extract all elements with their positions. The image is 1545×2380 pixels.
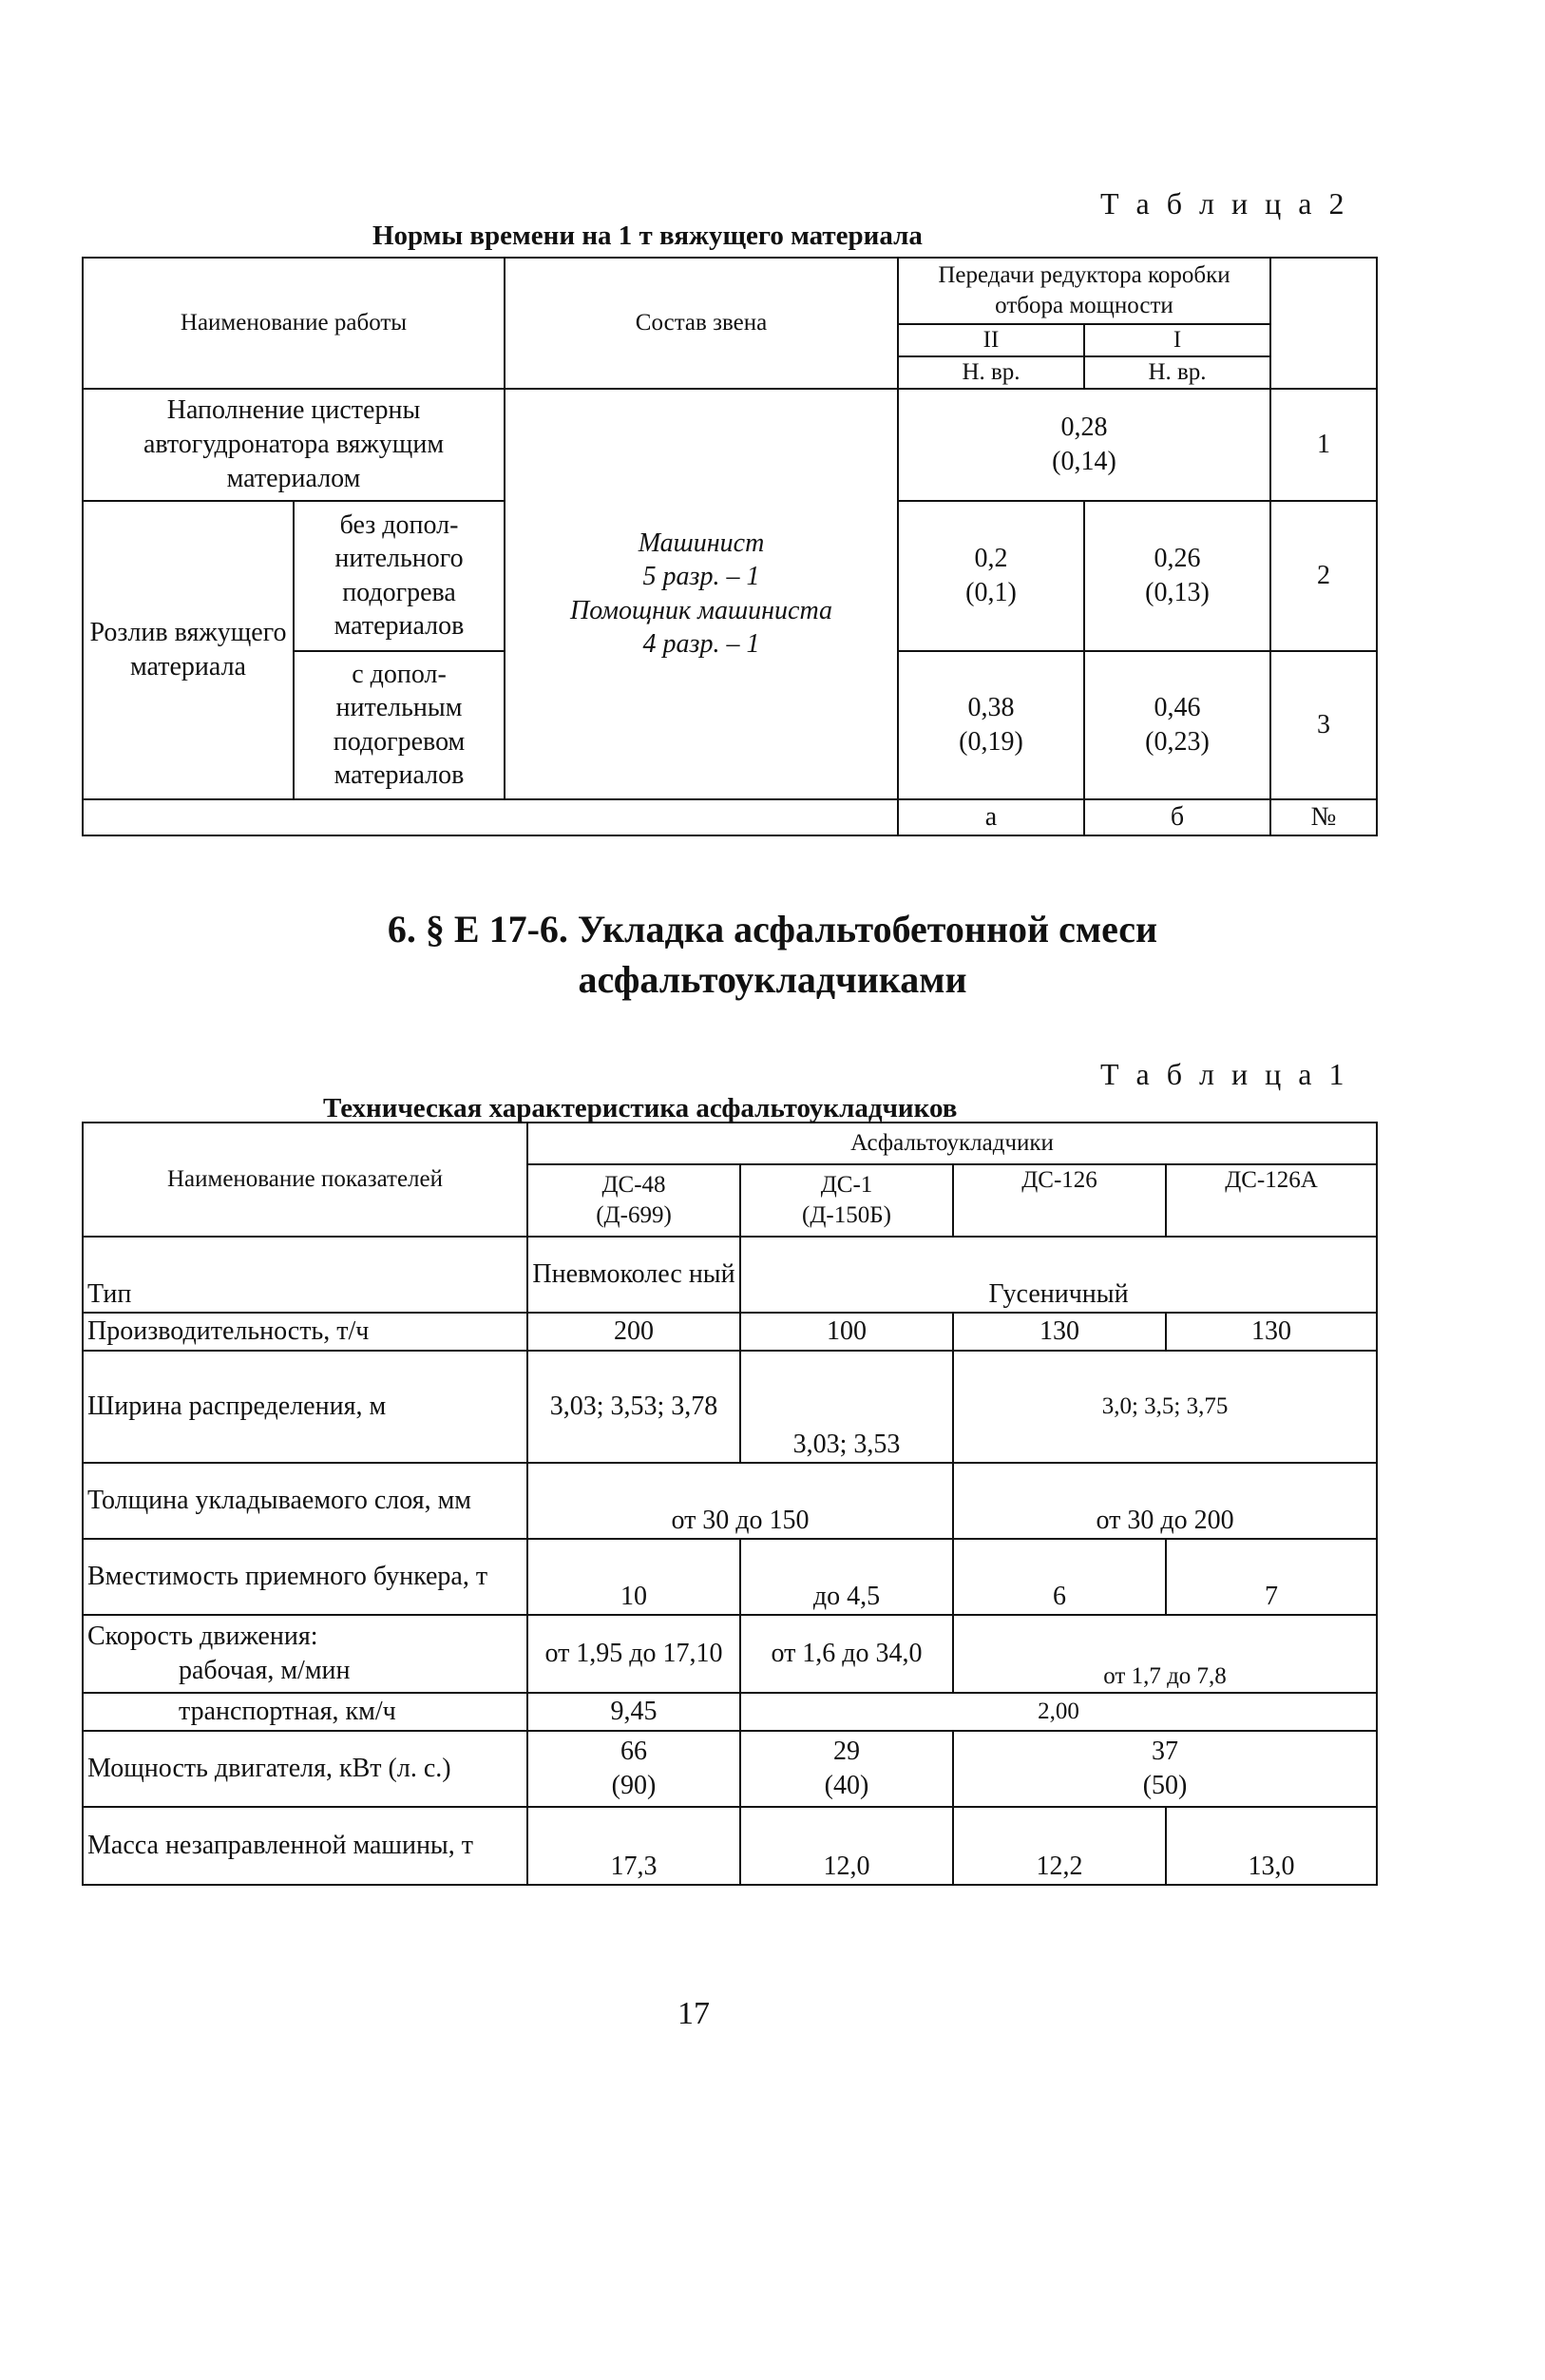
crew-cell xyxy=(505,389,898,799)
row-type-name: Тип xyxy=(83,1237,527,1313)
ds1-label: ДС-1 xyxy=(820,1172,873,1199)
withheat-ii: 0,38 xyxy=(967,693,1015,723)
col-header-name: Наименование показателей xyxy=(83,1123,527,1237)
row-thick-v34: от 30 до 200 xyxy=(953,1463,1377,1539)
col-header-ds126a: ДС-126А xyxy=(1166,1164,1377,1237)
table1-label: Т а б л и ц а 1 xyxy=(1100,1057,1349,1091)
row-width-name: Ширина распределения, м xyxy=(83,1351,527,1463)
power-v1-sub: (90) xyxy=(611,1771,657,1800)
row-speed-work-v2: от 1,6 до 34,0 xyxy=(740,1615,953,1693)
row-bunker-name: Вместимость приемного бункера, т xyxy=(83,1539,527,1615)
col-header-ds1 xyxy=(740,1164,953,1237)
ds48-label: ДС-48 xyxy=(601,1172,666,1199)
filling-value: 0,28 xyxy=(1060,413,1108,443)
col-header-work: Наименование работы xyxy=(83,258,505,389)
row-width-v34: 3,0; 3,5; 3,75 xyxy=(953,1351,1377,1463)
row-perf-v3: 130 xyxy=(953,1313,1166,1351)
footer-empty xyxy=(83,799,898,835)
noheat-ii-sub: (0,1) xyxy=(965,577,1017,607)
row-noheat-num: 2 xyxy=(1270,501,1377,651)
row-power-v1 xyxy=(527,1731,740,1807)
row-perf-name: Производительность, т/ч xyxy=(83,1313,527,1351)
speed-title: Скорость движения: xyxy=(87,1622,318,1652)
row-withheat-value-i xyxy=(1084,651,1270,799)
row-speed-transport-name: транспортная, км/ч xyxy=(83,1693,527,1731)
row-speed-transport-v1: 9,45 xyxy=(527,1693,740,1731)
row-withheat-num: 3 xyxy=(1270,651,1377,799)
withheat-ii-sub: (0,19) xyxy=(959,726,1023,757)
row-bunker-v3: 6 xyxy=(953,1539,1166,1615)
col-header-ds126: ДС-126 xyxy=(953,1164,1166,1237)
power-v2-sub: (40) xyxy=(824,1771,869,1800)
table2-label: Т а б л и ц а 2 xyxy=(1100,186,1349,221)
power-v1: 66 xyxy=(620,1737,647,1767)
row-thick-v12: от 30 до 150 xyxy=(527,1463,953,1539)
row-noheat-value-i xyxy=(1084,501,1270,651)
row-filling-value xyxy=(898,389,1270,501)
power-v34-sub: (50) xyxy=(1142,1771,1188,1800)
row-width-v2: 3,03; 3,53 xyxy=(740,1351,953,1463)
filling-value-sub: (0,14) xyxy=(1052,446,1116,476)
crew-line-2: 5 разр. – 1 xyxy=(642,562,760,592)
row-withheat-work: с допол-нительным подогревом материалов xyxy=(294,651,505,799)
crew-line-1: Машинист xyxy=(638,528,765,558)
row-type-v1: Пневмоколес ный xyxy=(527,1237,740,1313)
row-filling-work: Наполнение цистерны автогудронатора вяжущим материалом xyxy=(83,389,505,501)
row-bunker-v4: 7 xyxy=(1166,1539,1377,1615)
footer-col-num: № xyxy=(1270,799,1377,835)
row-thick-name: Толщина укладываемого слоя, мм xyxy=(83,1463,527,1539)
row-withheat-value-ii xyxy=(898,651,1084,799)
row-perf-v1: 200 xyxy=(527,1313,740,1351)
noheat-i-sub: (0,13) xyxy=(1145,577,1210,607)
col-header-gear-ii: II xyxy=(898,324,1084,356)
row-power-v2 xyxy=(740,1731,953,1807)
row-type-v234: Гусеничный xyxy=(740,1237,1377,1313)
row-noheat-value-ii xyxy=(898,501,1084,651)
withheat-i: 0,46 xyxy=(1154,693,1201,723)
footer-col-a: а xyxy=(898,799,1084,835)
col-header-gear-i: I xyxy=(1084,324,1270,356)
row-width-v1: 3,03; 3,53; 3,78 xyxy=(527,1351,740,1463)
row-noheat-work: без допол-нительного подогрева материалов xyxy=(294,501,505,651)
power-v2: 29 xyxy=(833,1737,860,1767)
crew-line-4: 4 разр. – 1 xyxy=(642,629,760,660)
row-mass-v2: 12,0 xyxy=(740,1807,953,1885)
row-mass-name: Масса незаправленной машины, т xyxy=(83,1807,527,1885)
row-power-name: Мощность двигателя, кВт (л. с.) xyxy=(83,1731,527,1807)
noheat-ii: 0,2 xyxy=(974,544,1008,574)
row-bunker-v2: до 4,5 xyxy=(740,1539,953,1615)
row-speed-transport-v234: 2,00 xyxy=(740,1693,1377,1731)
section-heading-line-1: 6. § Е 17-6. Укладка асфальтобетонной смеси xyxy=(387,908,1158,950)
row-speed-work-v1: от 1,95 до 17,10 xyxy=(527,1615,740,1693)
ds1-sub: (Д-150Б) xyxy=(802,1202,891,1228)
row-filling-num: 1 xyxy=(1270,389,1377,501)
table2 xyxy=(82,257,1378,836)
row-power-v34 xyxy=(953,1731,1377,1807)
row-perf-v2: 100 xyxy=(740,1313,953,1351)
table2-title: Нормы времени на 1 т вяжущего материала xyxy=(372,221,923,251)
col-header-norm-i: Н. вр. xyxy=(1084,356,1270,389)
power-v34: 37 xyxy=(1152,1737,1179,1767)
row-speed-work-v34: от 1,7 до 7,8 xyxy=(953,1615,1377,1693)
crew-line-3: Помощник машиниста xyxy=(569,595,833,625)
row-spill-work: Розлив вяжущего материала xyxy=(83,501,294,799)
col-header-gears: Передачи редуктора коробки отбора мощности xyxy=(898,258,1270,324)
withheat-i-sub: (0,23) xyxy=(1145,726,1210,757)
section-heading-line-2: асфальтоукладчиками xyxy=(578,957,967,1001)
row-mass-v3: 12,2 xyxy=(953,1807,1166,1885)
ds48-sub: (Д-699) xyxy=(596,1202,672,1228)
row-mass-v1: 17,3 xyxy=(527,1807,740,1885)
col-header-crew: Состав звена xyxy=(505,258,898,389)
section-heading xyxy=(0,905,1545,1006)
row-mass-v4: 13,0 xyxy=(1166,1807,1377,1885)
row-perf-v4: 130 xyxy=(1166,1313,1377,1351)
col-header-empty xyxy=(1270,258,1377,389)
col-header-ds48 xyxy=(527,1164,740,1237)
col-header-norm-ii: Н. вр. xyxy=(898,356,1084,389)
row-speed-work-name xyxy=(83,1615,527,1693)
page-number: 17 xyxy=(677,1996,710,2031)
table1 xyxy=(82,1122,1378,1886)
footer-col-b: б xyxy=(1084,799,1270,835)
table1-title: Техническая характеристика асфальтоукладчиков xyxy=(323,1093,958,1123)
noheat-i: 0,26 xyxy=(1154,544,1201,574)
row-bunker-v1: 10 xyxy=(527,1539,740,1615)
col-header-group: Асфальтоукладчики xyxy=(527,1123,1377,1164)
speed-work-label: рабочая, м/мин xyxy=(179,1656,351,1685)
